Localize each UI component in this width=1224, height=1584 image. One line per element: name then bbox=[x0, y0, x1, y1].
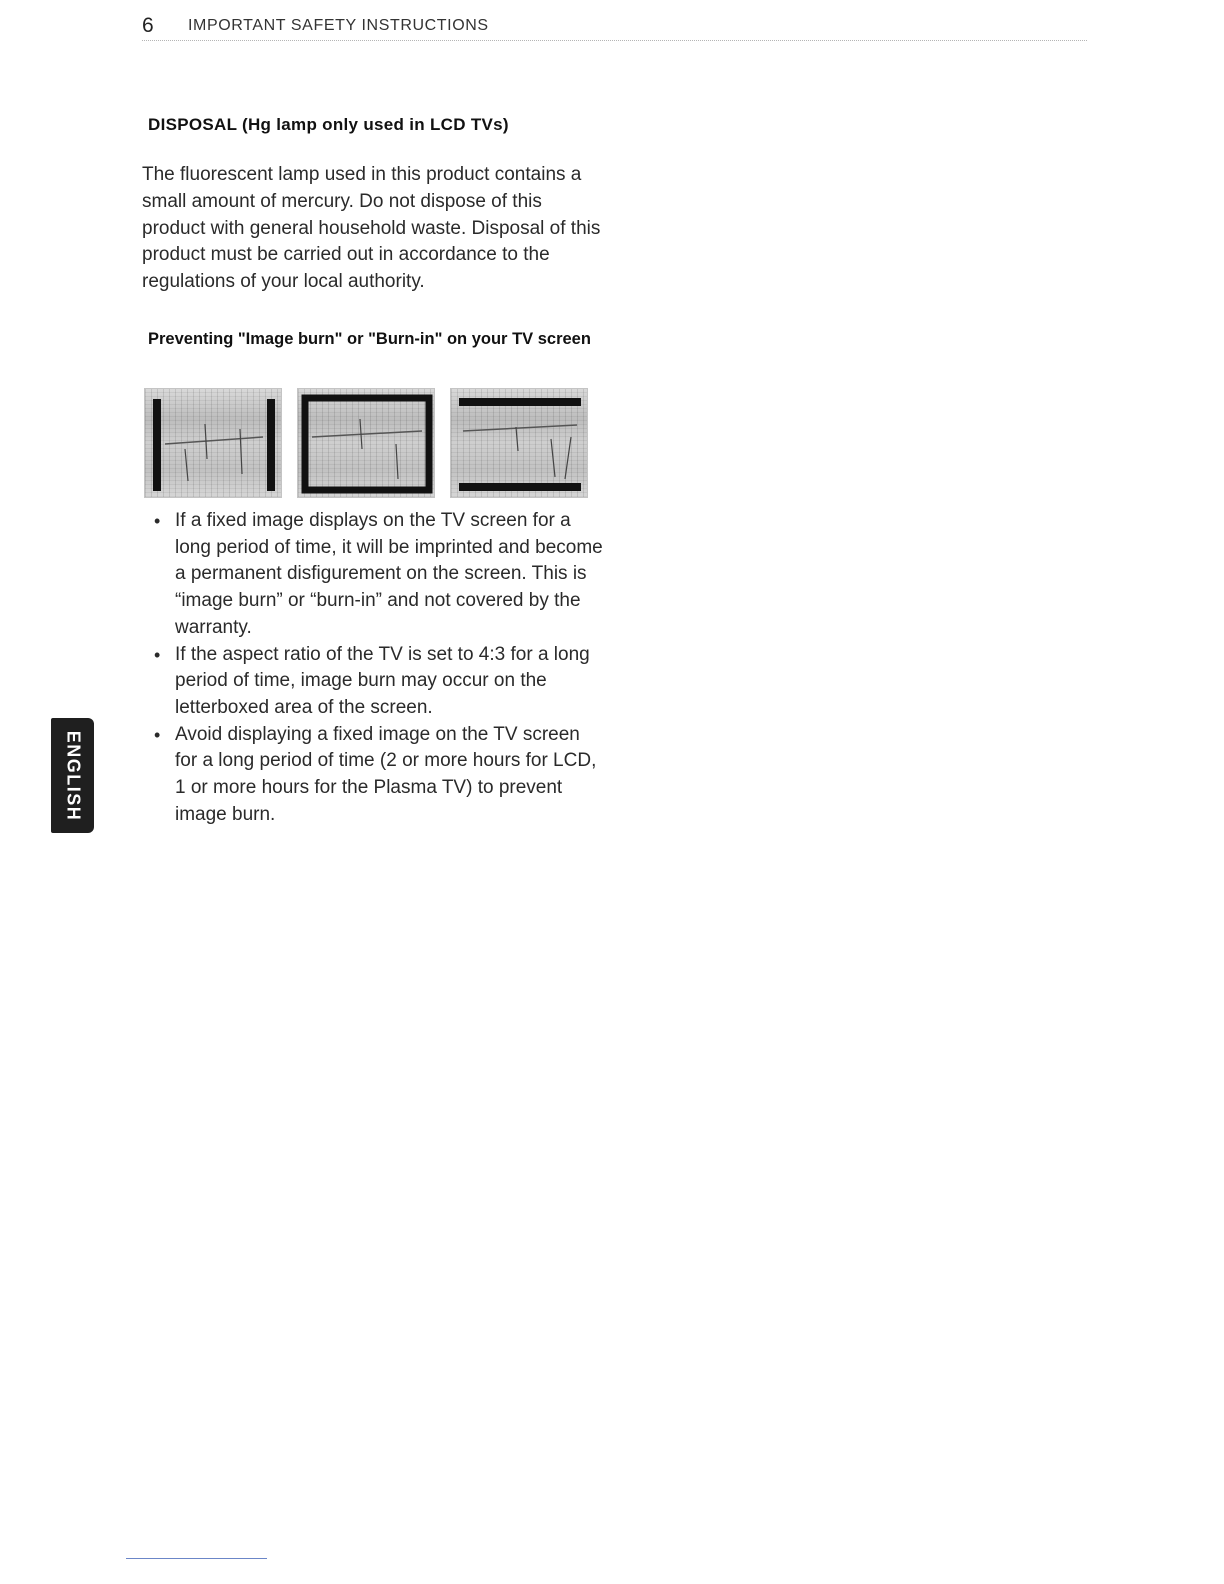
burn-in-heading: Preventing "Image burn" or "Burn-in" on your TV screen bbox=[148, 330, 591, 348]
disposal-paragraph: The fluorescent lamp used in this product contains a small amount of mercury. Do not dispose of this product with general household waste. Disposal of this product must be carried out in accordance to the regulations of your local authority. bbox=[142, 164, 601, 293]
running-title: IMPORTANT SAFETY INSTRUCTIONS bbox=[188, 17, 489, 34]
list-item: • If the aspect ratio of the TV is set to 4:3 for a long period of time, image burn may occur on the letterboxed area of the screen. bbox=[175, 642, 605, 722]
disposal-heading: DISPOSAL (Hg lamp only used in LCD TVs) bbox=[148, 115, 509, 134]
footer-rule bbox=[126, 1558, 267, 1559]
language-side-tab bbox=[51, 718, 94, 833]
page-number: 6 bbox=[142, 14, 154, 37]
list-item: • Avoid displaying a fixed image on the TV screen for a long period of time (2 or more hours for LCD, 1 or more hours for the Plasma TV) to prevent image burn. bbox=[175, 722, 605, 829]
language-side-tab-label: ENGLISH bbox=[63, 730, 83, 821]
pillarbox-burn-in-illustration bbox=[144, 388, 282, 498]
list-item: • If a fixed image displays on the TV screen for a long period of time, it will be imprinted and become a permanent disfigurement on the screen. This is “image burn” or “burn-in” and not covered by the warranty. bbox=[175, 508, 605, 642]
page-header bbox=[142, 12, 1087, 41]
window-box-burn-in-illustration bbox=[297, 388, 435, 498]
letterbox-burn-in-illustration bbox=[450, 388, 588, 498]
burn-in-bullet-list bbox=[175, 508, 605, 828]
burn-in-illustrations bbox=[144, 388, 590, 500]
